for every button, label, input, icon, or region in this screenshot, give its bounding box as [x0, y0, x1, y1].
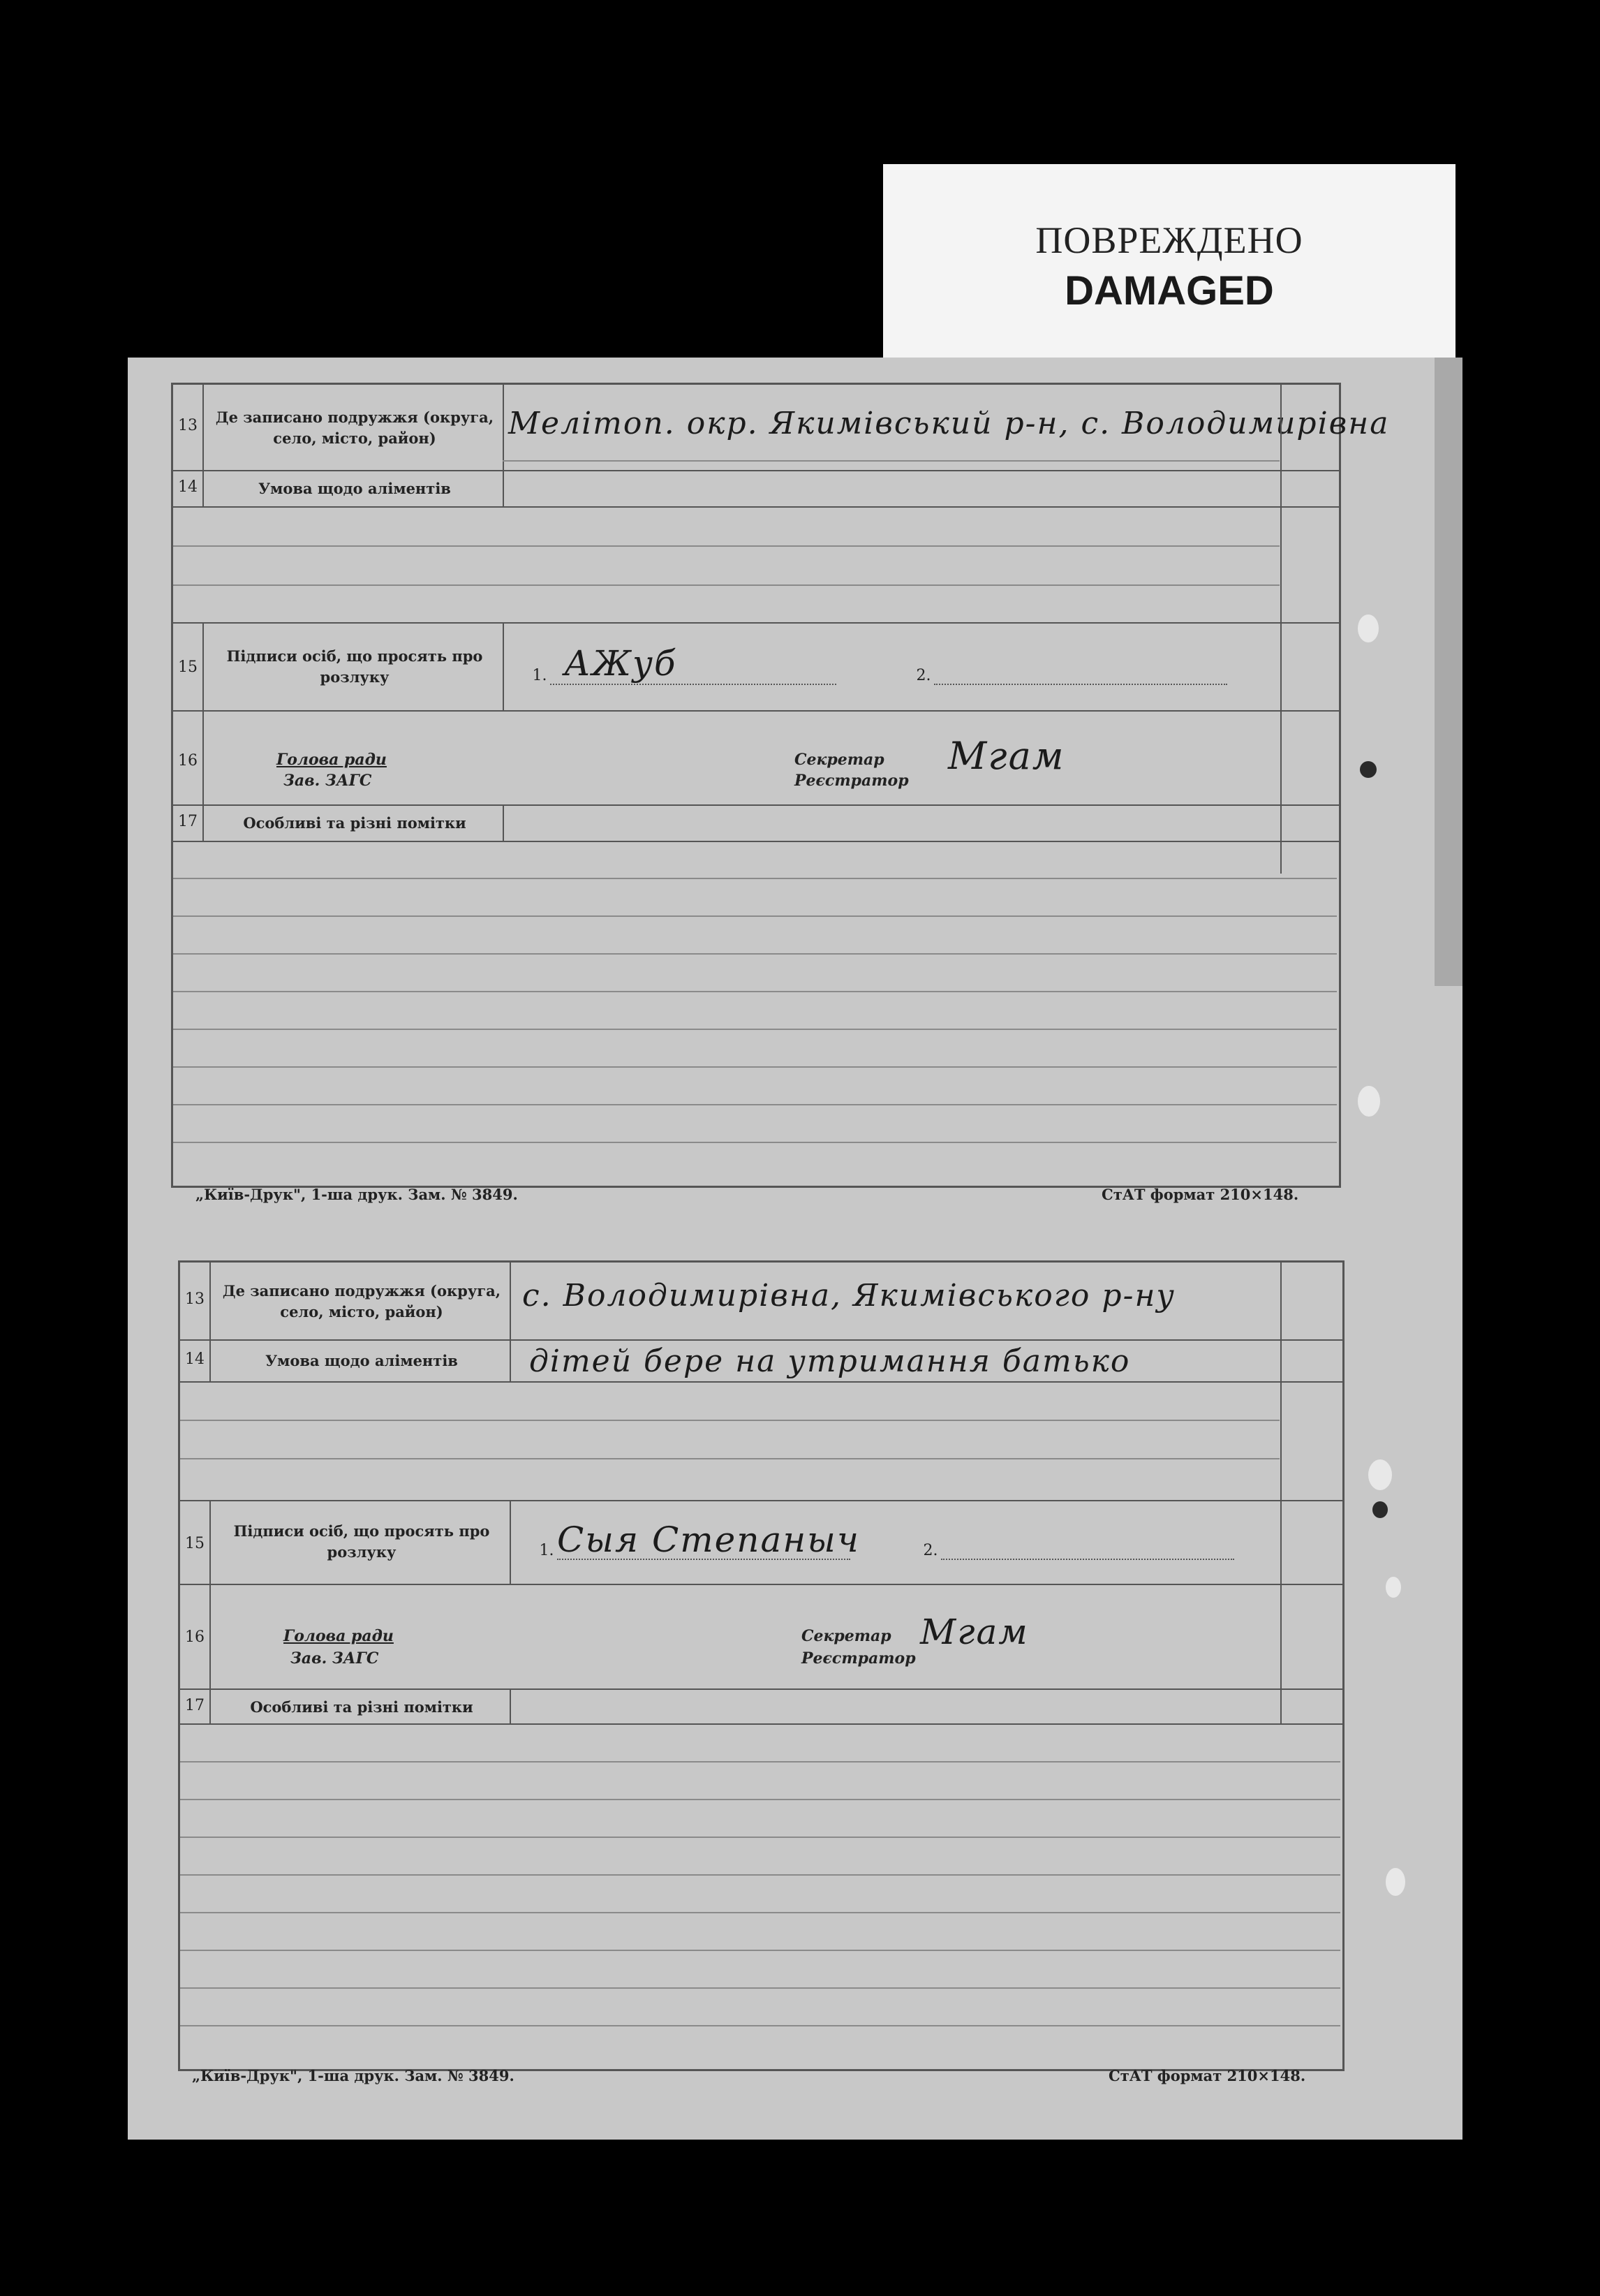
handwritten-secretary-signature: Мгам [920, 1612, 1029, 1652]
handwritten-signature-1: Сыя Степаныч [557, 1519, 861, 1560]
row-number: 16 [178, 752, 198, 770]
row-number: 14 [185, 1351, 205, 1368]
row-number: 13 [178, 417, 198, 434]
field-label-notes: Особливі та різні помітки [243, 814, 466, 832]
damaged-label-en: DAMAGED [1065, 268, 1274, 314]
signature-1-prefix: 1. [539, 1542, 554, 1559]
divorce-record-form-1 [171, 383, 1390, 1188]
form-format: СтАТ формат 210×148. [1109, 2067, 1306, 2084]
row-number: 14 [178, 478, 198, 496]
handwritten-secretary-signature: Мгам [948, 734, 1065, 778]
row-number: 13 [185, 1290, 205, 1308]
printer-imprint: „Київ-Друк", 1-ша друк. Зам. № 3849. [192, 2067, 514, 2084]
binder-hole [1358, 615, 1379, 642]
secretary-label: Секретар [801, 1627, 891, 1645]
chairman-label: Голова ради [283, 1627, 394, 1645]
field-label-alimony: Умова щодо аліментів [265, 1352, 458, 1369]
form-format: СтАТ формат 210×148. [1102, 1186, 1299, 1203]
signature-1-prefix: 1. [532, 667, 547, 684]
registrar-head-label: Зав. ЗАГС [290, 1649, 379, 1668]
damaged-label-card [883, 164, 1455, 374]
field-label-alimony: Умова щодо аліментів [258, 480, 451, 497]
signature-2-prefix: 2. [923, 1542, 938, 1559]
damaged-label-ru: ПОВРЕЖДЕНО [1035, 219, 1303, 261]
binder-hole [1386, 1868, 1405, 1896]
binder-hole [1372, 1501, 1388, 1518]
handwritten-place: с. Володимирівна, Якимівського р-ну [522, 1278, 1176, 1313]
row-number: 16 [185, 1628, 205, 1646]
registrar-label: Реєстратор [801, 1649, 916, 1668]
field-label-registered-at: Де записано подружжя (округа, село, місто, район) [222, 1282, 501, 1320]
handwritten-signature-1: АЖуб [564, 643, 677, 684]
handwritten-place: Мелітоп. окр. Якимівський р-н, с. Володимирівна [508, 406, 1390, 441]
binder-hole [1368, 1459, 1392, 1490]
binder-hole [1386, 1577, 1401, 1598]
divorce-record-form-2 [178, 1260, 1345, 2071]
handwritten-alimony: дітей бере на утримання батько [529, 1344, 1131, 1379]
paper-fold [1435, 358, 1462, 986]
field-label-registered-at: Де записано подружжя (округа, село, місто, район) [215, 409, 494, 447]
registrar-label: Реєстратор [794, 772, 909, 790]
secretary-label: Секретар [794, 751, 884, 769]
signature-2-prefix: 2. [916, 667, 931, 684]
field-label-notes: Особливі та різні помітки [250, 1698, 473, 1716]
binder-hole [1358, 1086, 1380, 1117]
field-label-signatures: Підписи осіб, що просять про розлуку [226, 647, 483, 686]
row-number: 15 [178, 658, 198, 676]
chairman-label: Голова ради [276, 751, 387, 769]
printer-imprint: „Київ-Друк", 1-ша друк. Зам. № 3849. [195, 1186, 518, 1203]
registrar-head-label: Зав. ЗАГС [283, 772, 372, 790]
row-number: 15 [185, 1535, 205, 1552]
binder-hole [1360, 761, 1377, 778]
row-number: 17 [178, 813, 198, 830]
field-label-signatures: Підписи осіб, що просять про розлуку [233, 1522, 490, 1561]
row-number: 17 [185, 1697, 205, 1714]
